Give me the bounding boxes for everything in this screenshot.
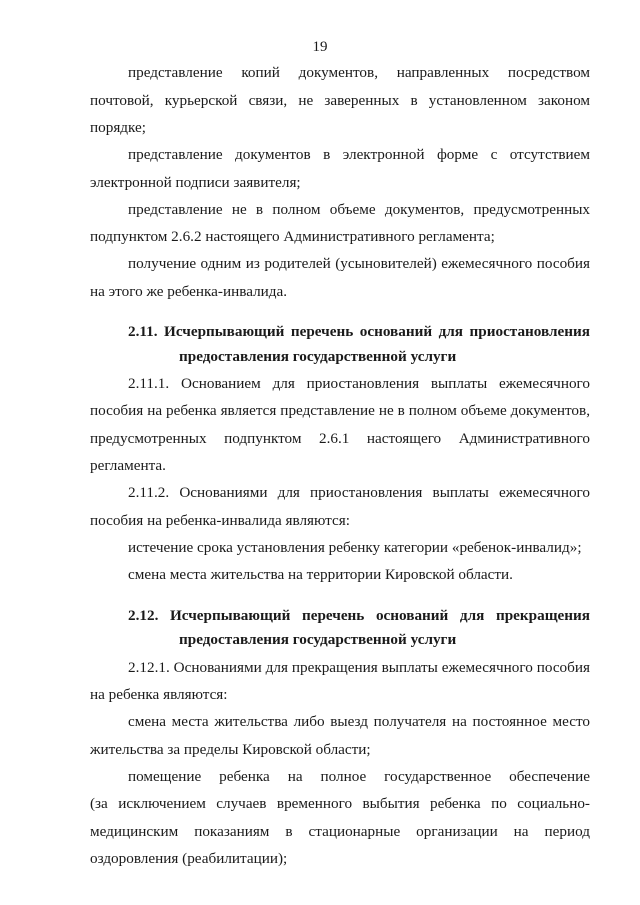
- text-line: пособия на ребенка-инвалида являются:: [90, 512, 350, 529]
- text-line: истечение срока установления ребенку категории «ребенок-инвалид»;: [128, 539, 582, 556]
- text-line: 2.11.1. Основанием для приостановления выплаты ежемесячного: [128, 375, 590, 392]
- section-heading: 2.11. Исчерпывающий перечень оснований для приостановления: [128, 323, 590, 340]
- text-line: электронной подписи заявителя;: [90, 174, 301, 191]
- text-line: пособия на ребенка является представление не в полном объеме документов,: [90, 402, 590, 419]
- text-line: на этого же ребенка-инвалида.: [90, 283, 288, 300]
- text-line: представление копий документов, направленных посредством: [128, 64, 590, 81]
- text-line: помещение ребенка на полное государственное обеспечение: [128, 768, 590, 785]
- text-line: получение одним из родителей (усыновителей) ежемесячного пособия: [128, 255, 590, 272]
- text-line: жительства за пределы Кировской области;: [90, 741, 371, 758]
- text-line: подпунктом 2.6.2 настоящего Административного регламента;: [90, 228, 495, 245]
- text-line: на ребенка являются:: [90, 686, 228, 703]
- text-line: смена места жительства либо выезд получателя на постоянное место: [128, 713, 590, 730]
- text-line: 2.11.2. Основаниями для приостановления выплаты ежемесячного: [128, 484, 590, 501]
- text-line: (за исключением случаев временного выбытия ребенка по социально-: [90, 795, 590, 812]
- text-line: представление документов в электронной форме с отсутствием: [128, 146, 590, 163]
- section-heading: предоставления государственной услуги: [179, 348, 457, 365]
- text-line: смена места жительства на территории Кировской области.: [128, 566, 513, 583]
- text-line: 2.12.1. Основаниями для прекращения выплаты ежемесячного пособия: [128, 659, 590, 676]
- text-line: предусмотренных подпунктом 2.6.1 настоящего Административного: [90, 430, 590, 447]
- section-heading: 2.12. Исчерпывающий перечень оснований для прекращения: [128, 607, 590, 624]
- text-line: оздоровления (реабилитации);: [90, 850, 288, 867]
- page-number: 19: [312, 39, 328, 55]
- text-line: представление не в полном объеме документов, предусмотренных: [128, 201, 590, 218]
- text-line: регламента.: [90, 457, 166, 474]
- text-line: порядке;: [90, 119, 146, 136]
- text-line: медицинским показаниям в стационарные организации на период: [90, 823, 590, 840]
- text-line: почтовой, курьерской связи, не заверенных в установленном законом: [90, 92, 590, 109]
- section-heading: предоставления государственной услуги: [179, 631, 457, 648]
